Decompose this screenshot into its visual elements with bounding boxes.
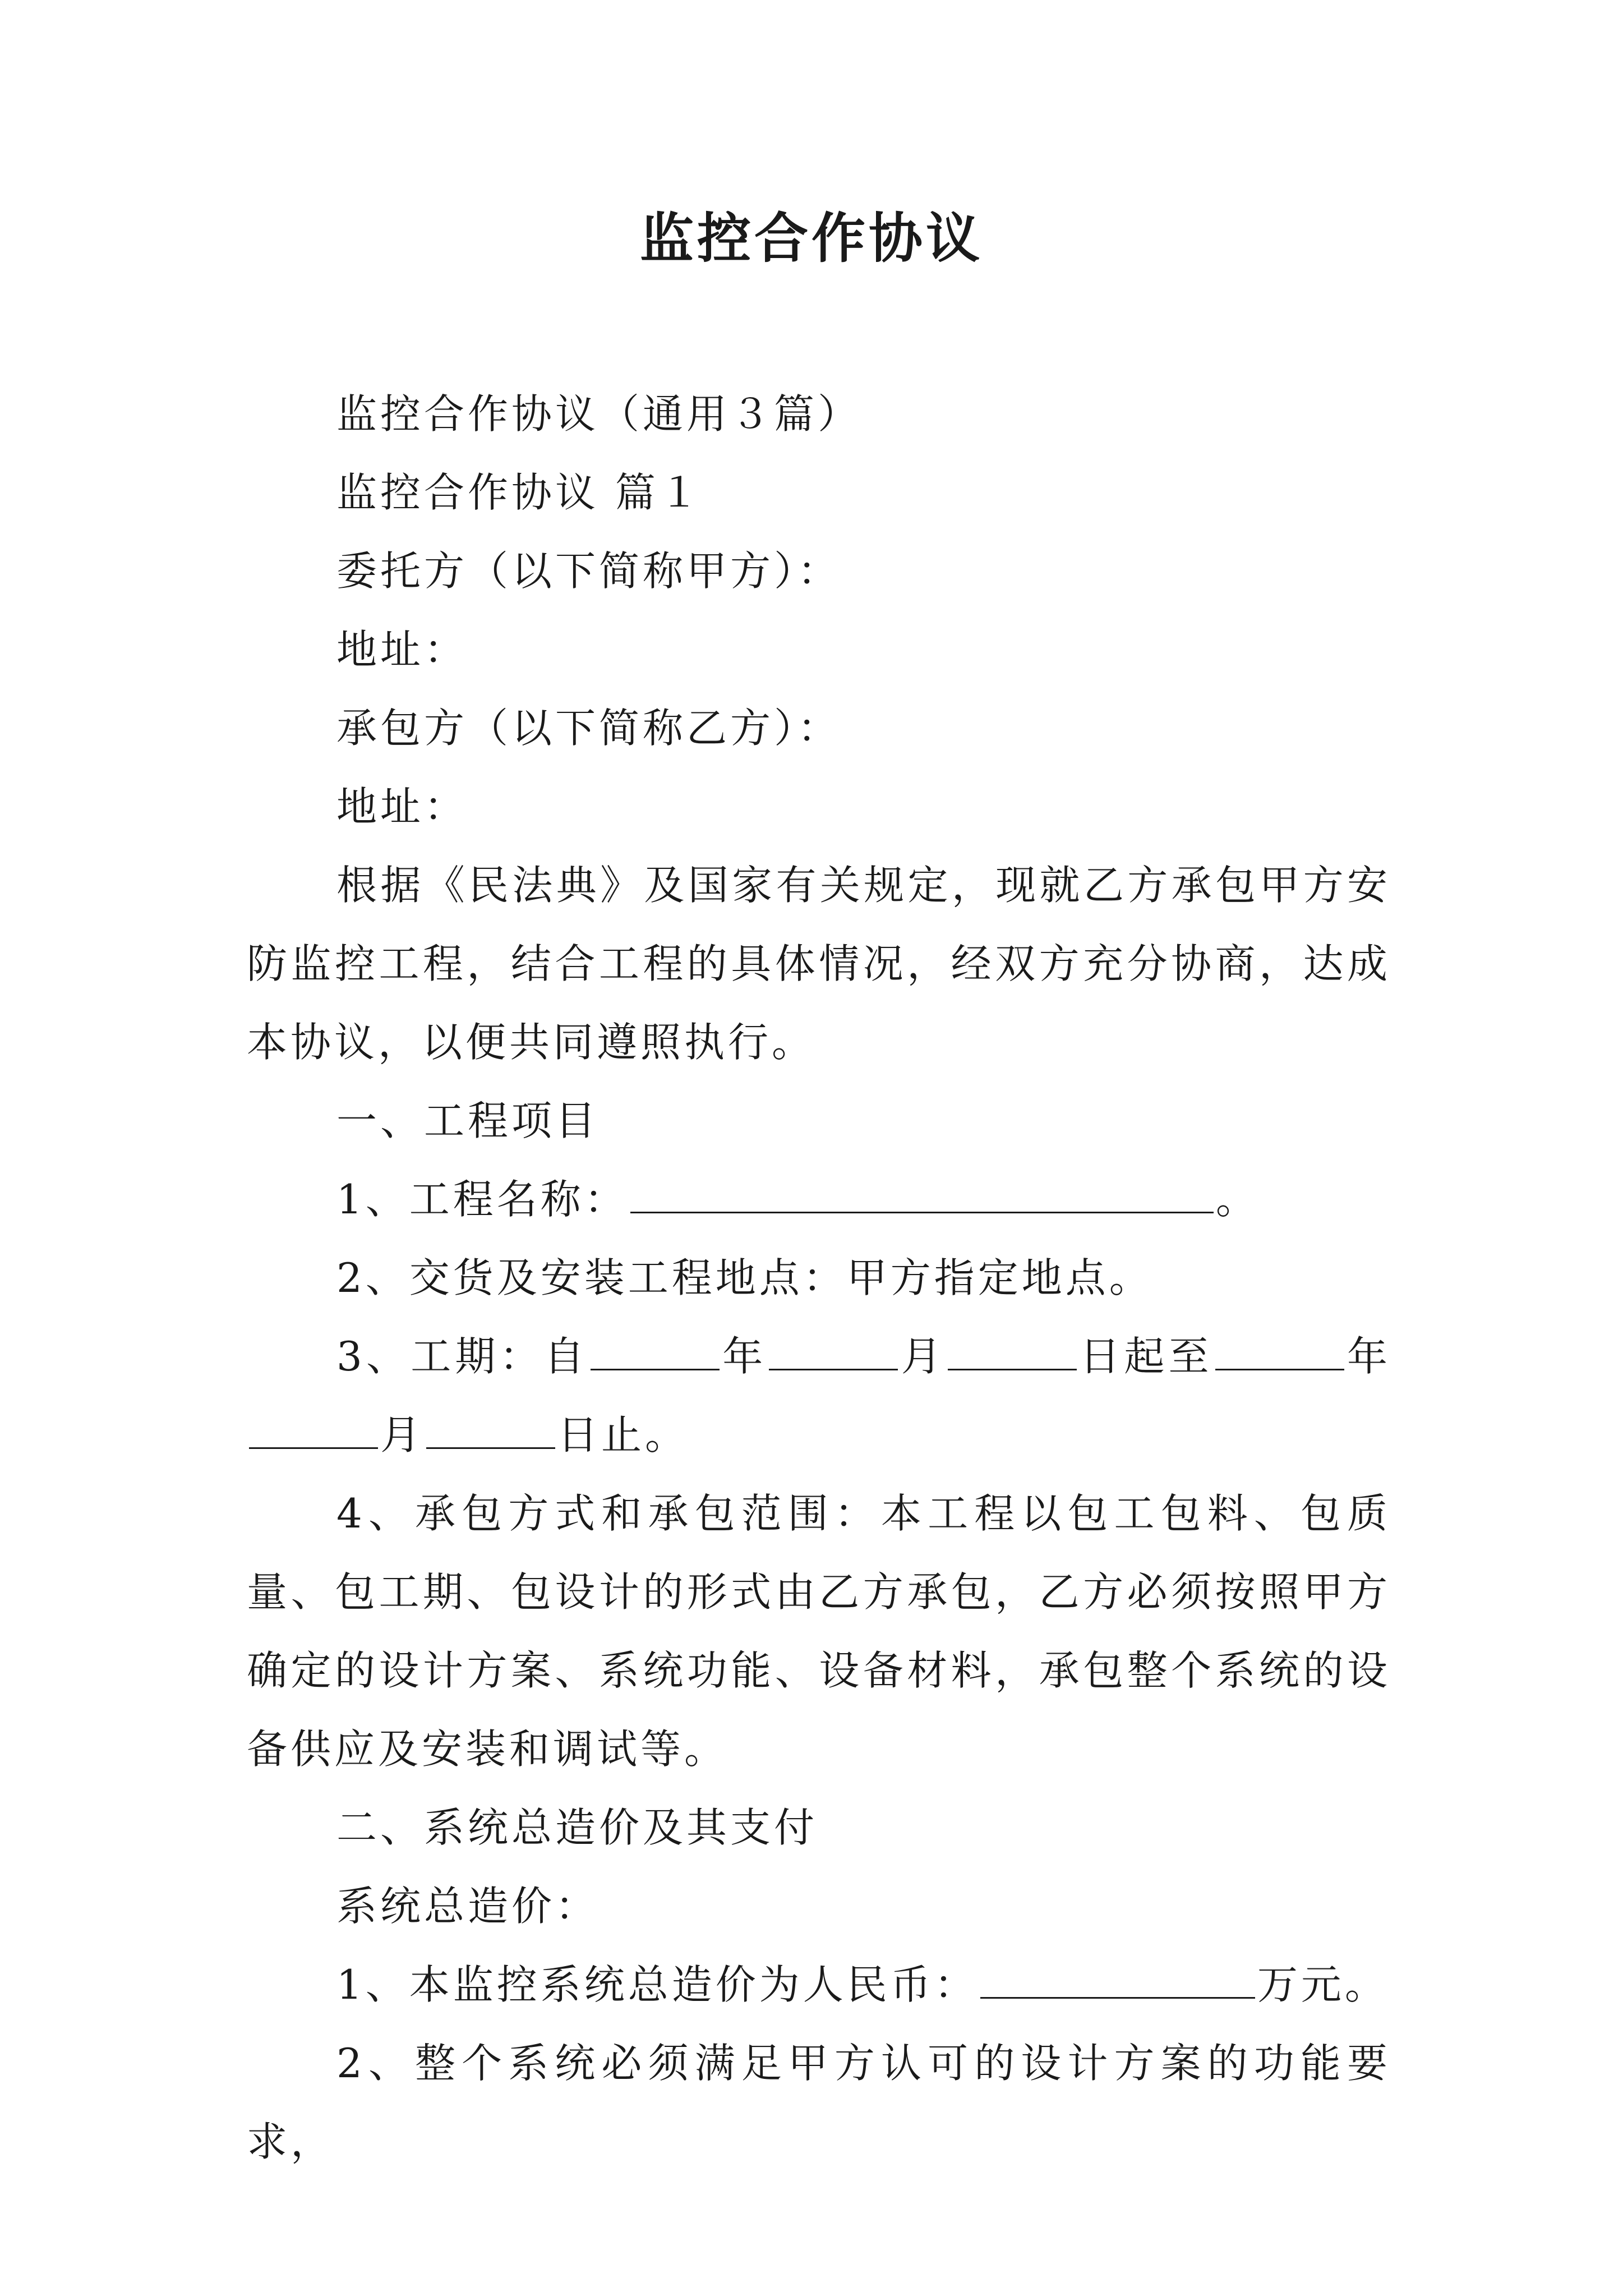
document-title: 监控合作协议	[640, 206, 983, 270]
item-project-name	[247, 1160, 1391, 1239]
preamble-paragraph: 根据《民法典》及国家有关规定，现就乙方承包甲方安防监控工程，结合工程的具体情况，经双方充分协商，达成本协议，以便共同遵照执行。	[247, 862, 1391, 1066]
contractor-address-label: 地址：	[336, 783, 468, 830]
end-month-blank	[249, 1404, 378, 1449]
document-body	[247, 375, 1391, 2181]
item-contract-scope: 4、承包方式和承包范围：本工程以包工包料、包质量、包工期、包设计的形式由乙方承包，乙方必须按照甲方确定的设计方案、系统功能、设备材料，承包整个系统的设备供应及安装和调试等。	[247, 1490, 1391, 1773]
item-function-requirement: 2、整个系统必须满足甲方认可的设计方案的功能要求，	[247, 2040, 1391, 2165]
month-text: 月	[900, 1333, 946, 1380]
subtitle: 监控合作协议（通用３篇）	[336, 390, 862, 438]
heading-total-cost: 二、系统总造价及其支付	[336, 1804, 818, 1851]
year2-text: 年	[1346, 1333, 1391, 1380]
total-price-unit: 万元。	[1257, 1961, 1389, 2008]
end-year-blank	[1215, 1325, 1344, 1370]
end-text: 日止。	[557, 1411, 689, 1458]
project-name-blank	[630, 1168, 1214, 1213]
start-day-blank	[948, 1325, 1077, 1370]
item-project-name-label: 1、工程名称：	[336, 1176, 628, 1223]
month2-text: 月	[380, 1411, 425, 1458]
day-from-text: 日起至	[1078, 1333, 1213, 1380]
item-project-name-suffix: 。	[1215, 1176, 1260, 1223]
section-heading: 监控合作协议 篇１	[336, 469, 703, 516]
client-label: 委托方（以下简称甲方）：	[336, 547, 842, 595]
end-day-blank	[426, 1404, 555, 1449]
total-cost-label: 系统总造价：	[336, 1883, 600, 1930]
item-delivery-location: 2、交货及安装工程地点：甲方指定地点。	[336, 1254, 1153, 1301]
total-price-label: 1、本监控系统总造价为人民币：	[336, 1961, 978, 2008]
total-price-blank	[980, 1953, 1255, 1999]
heading-engineering-project: 一、工程项目	[336, 1097, 600, 1144]
client-address-label: 地址：	[336, 626, 468, 673]
item-total-price	[247, 1945, 1391, 2024]
item-duration	[247, 1317, 1391, 1474]
year-text: 年	[722, 1333, 767, 1380]
duration-label: 3、工期：自	[336, 1333, 589, 1380]
start-month-blank	[769, 1325, 898, 1370]
start-year-blank	[591, 1325, 720, 1370]
contractor-label: 承包方（以下简称乙方）：	[336, 705, 842, 752]
